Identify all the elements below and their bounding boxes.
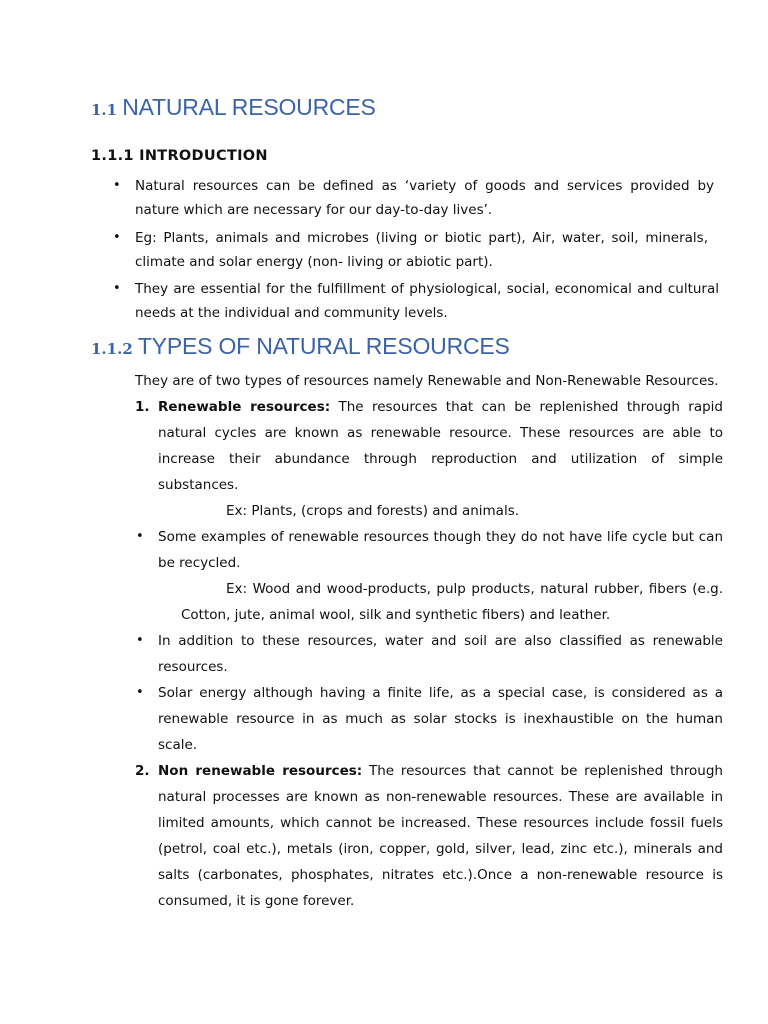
example2-line-2: Cotton, jute, animal wool, silk and synthetic fibers) and leather.: [181, 607, 611, 623]
section-title: NATURAL RESOURCES: [122, 94, 376, 120]
nonrenewable-line-5: salts (carbonates, phosphates, nitrates etc.).Once a non-renewable resource is: [158, 867, 723, 883]
sub-bullet-3-line-3: scale.: [158, 737, 198, 753]
section-number: 1.1: [91, 101, 118, 119]
intro-heading: 1.1.1 INTRODUCTION: [91, 148, 268, 164]
sub-bullet-2-line-2: resources.: [158, 659, 228, 675]
intro-bullet-1-line-2: nature which are necessary for our day-to-day lives’.: [135, 202, 493, 218]
sub-bullet-1-line-2: be recycled.: [158, 555, 241, 571]
sub-bullet-2-line-1: In addition to these resources, water and soil are also classified as renewable: [158, 633, 723, 649]
intro-bullet-1-line-1: Natural resources can be defined as ‘variety of goods and services provided by: [135, 178, 714, 194]
list-number-2: 2.: [135, 763, 150, 779]
bullet-icon: •: [136, 633, 144, 648]
nonrenewable-line-4: (petrol, coal etc.), metals (iron, copper, gold, silver, lead, zinc etc.), minerals and: [158, 841, 723, 857]
nonrenewable-line-1: [158, 761, 723, 781]
sub-bullet-3-line-2: renewable resource in as much as solar stocks is inexhaustible on the human: [158, 711, 723, 727]
list-number-1: 1.: [135, 399, 150, 415]
sub-bullet-1-line-1: Some examples of renewable resources though they do not have life cycle but can: [158, 529, 723, 545]
renewable-text-1: The resources that can be replenished through rapid: [330, 399, 723, 415]
renewable-line-3: increase their abundance through reproduction and utilization of simple: [158, 451, 723, 467]
types-heading: [91, 333, 510, 360]
bullet-icon: •: [113, 281, 121, 296]
bullet-icon: •: [113, 230, 121, 245]
types-lead: They are of two types of resources namely Renewable and Non-Renewable Resources.: [135, 373, 719, 389]
renewable-label: Renewable resources:: [158, 399, 331, 415]
nonrenewable-line-2: natural processes are known as non-renewable resources. These are available in: [158, 789, 723, 805]
intro-bullet-2-line-2: climate and solar energy (non- living or abiotic part).: [135, 254, 493, 270]
types-number: 1.1.2: [91, 340, 133, 358]
nonrenewable-line-6: consumed, it is gone forever.: [158, 893, 355, 909]
renewable-example: Ex: Plants, (crops and forests) and animals.: [226, 503, 520, 519]
example2-line-1: Ex: Wood and wood-products, pulp products, natural rubber, fibers (e.g.: [226, 581, 723, 597]
renewable-line-1: [158, 397, 723, 417]
types-title: TYPES OF NATURAL RESOURCES: [137, 333, 510, 359]
sub-bullet-3-line-1: Solar energy although having a finite life, as a special case, is considered as a: [158, 685, 723, 701]
intro-bullet-3-line-2: needs at the individual and community levels.: [135, 305, 448, 321]
bullet-icon: •: [113, 178, 121, 193]
bullet-icon: •: [136, 529, 144, 544]
intro-bullet-2-line-1: Eg: Plants, animals and microbes (living or biotic part), Air, water, soil, minerals,: [135, 230, 708, 246]
renewable-line-4: substances.: [158, 477, 239, 493]
section-heading: [91, 94, 376, 121]
renewable-line-2: natural cycles are known as renewable resource. These resources are able to: [158, 425, 723, 441]
nonrenewable-label: Non renewable resources:: [158, 763, 363, 779]
intro-bullet-3-line-1: They are essential for the fulfillment of physiological, social, economical and cultural: [135, 281, 719, 297]
nonrenewable-text-1: The resources that cannot be replenished through: [362, 763, 723, 779]
nonrenewable-line-3: limited amounts, which cannot be increased. These resources include fossil fuels: [158, 815, 723, 831]
bullet-icon: •: [136, 685, 144, 700]
